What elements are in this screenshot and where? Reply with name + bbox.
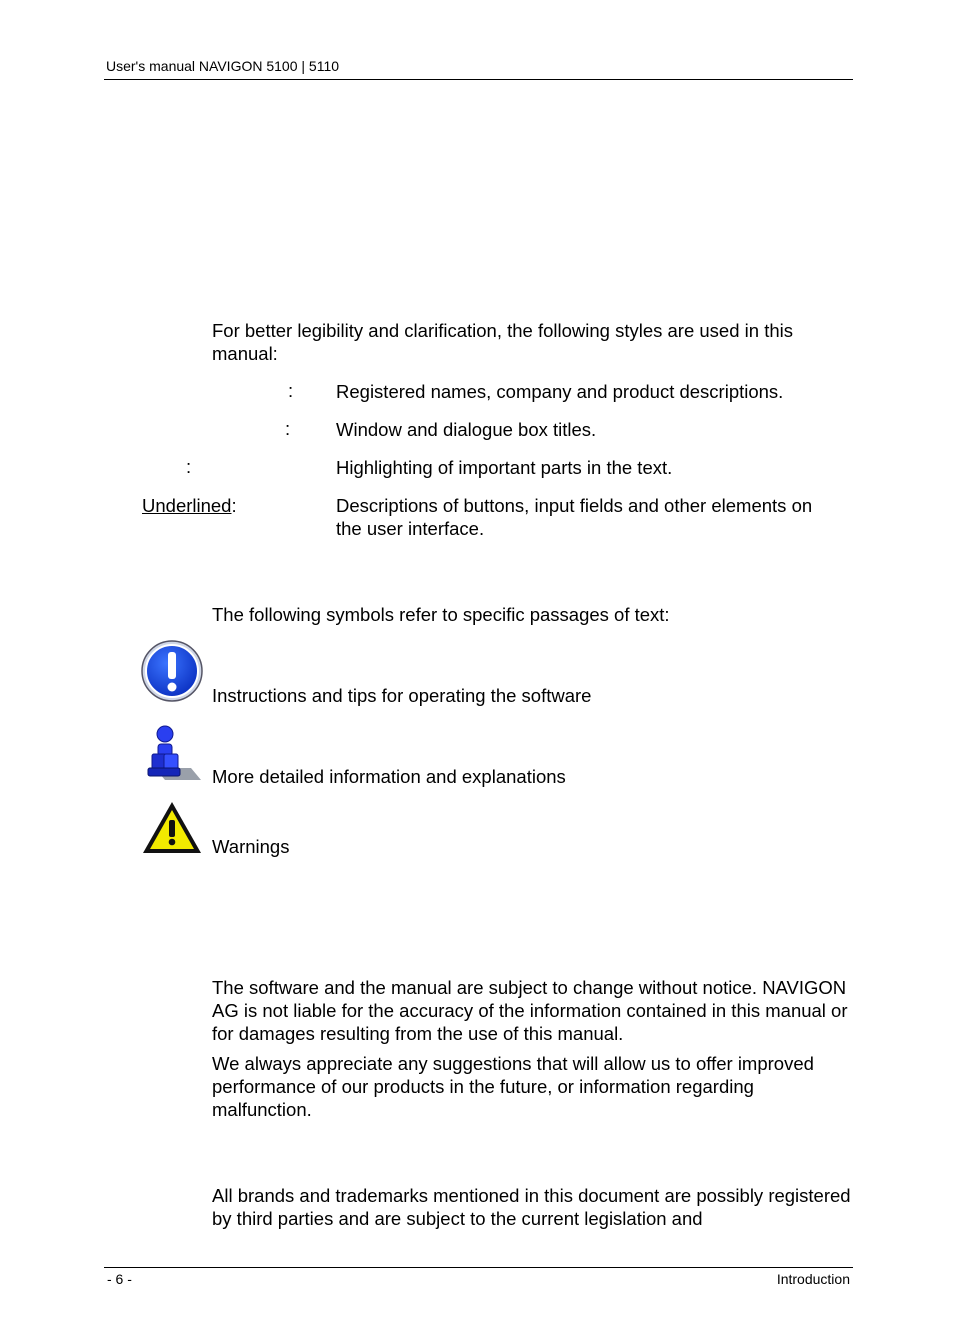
- style-description: Highlighting of important parts in the text.: [336, 457, 673, 478]
- symbols-intro: The following symbols refer to specific passages of text:: [212, 604, 670, 625]
- style-description: Window and dialogue box titles.: [336, 419, 597, 440]
- symbol-text: Instructions and tips for operating the software: [212, 685, 592, 706]
- style-term: Underlined: [142, 495, 232, 516]
- section-name: Introduction: [776, 1271, 850, 1287]
- style-colon: :: [231, 495, 237, 516]
- symbol-text: More detailed information and explanations: [212, 766, 566, 787]
- style-description: Descriptions of buttons, input fields and other elements on the user interface.: [336, 495, 813, 539]
- footer-rule: [104, 1267, 853, 1268]
- conventions-intro: For better legibility and clarification, the following styles are used in this manual:: [212, 320, 793, 364]
- page-number: - 6 -: [107, 1271, 132, 1287]
- style-description: Registered names, company and product descriptions.: [336, 381, 784, 402]
- style-colon: :: [285, 418, 291, 439]
- style-colon: :: [288, 380, 294, 401]
- legal-paragraph: The software and the manual are subject to change without notice. NAVIGON AG is not liable for the accuracy of the information contained in this manual or for damages resulting from the use of this manual.: [212, 977, 848, 1044]
- trademark-paragraph: All brands and trademarks mentioned in this document are possibly registered by third parties and are subject to the current legislation and: [212, 1185, 851, 1229]
- style-term-underlined: [142, 494, 237, 517]
- style-colon: :: [186, 456, 192, 477]
- header-rule: [104, 79, 853, 80]
- exclamation-icon: [140, 640, 206, 704]
- warning-triangle-icon: [141, 800, 203, 856]
- running-header: User's manual NAVIGON 5100 | 5110: [106, 58, 340, 74]
- legal-paragraph: We always appreciate any suggestions that will allow us to offer improved performance of our products in the future, or information regarding malfunction.: [212, 1053, 814, 1120]
- info-person-icon: [143, 724, 203, 784]
- symbol-text: Warnings: [212, 836, 290, 857]
